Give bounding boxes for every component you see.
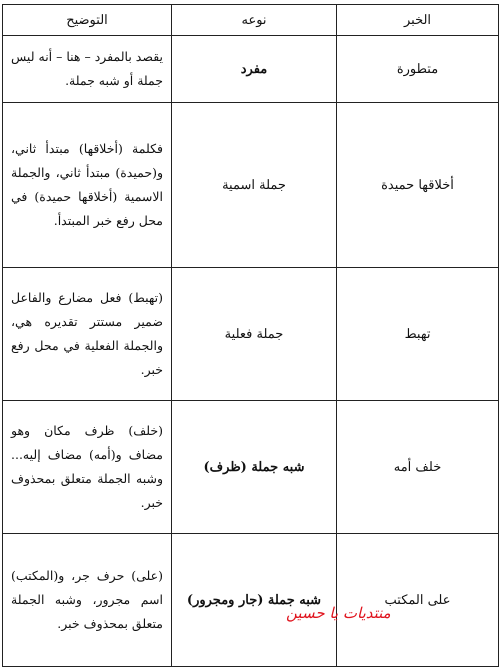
- table-row: [3, 401, 499, 534]
- type-cell: جملة اسمية: [172, 103, 337, 268]
- table-row: [3, 268, 499, 401]
- explanation-cell: (تهبط) فعل مضارع والفاعل ضمير مستتر تقديره هي، والجملة الفعلية في محل رفع خبر.: [3, 268, 172, 401]
- table-row: [3, 36, 499, 103]
- type-cell: شبه جملة (جار ومجرور): [172, 534, 337, 667]
- khabar-cell: أخلاقها حميدة: [337, 103, 499, 268]
- khabar-cell: خلف أمه: [337, 401, 499, 534]
- khabar-cell: تهبط: [337, 268, 499, 401]
- header-explanation: التوضيح: [3, 5, 172, 36]
- khabar-cell: متطورة: [337, 36, 499, 103]
- explanation-cell: يقصد بالمفرد – هنا – أنه ليس جملة أو شبه جملة.: [3, 36, 172, 103]
- khabar-cell: على المكتب: [337, 534, 499, 667]
- type-cell: شبه جملة (ظرف): [172, 401, 337, 534]
- table-row: [3, 534, 499, 667]
- header-type: نوعه: [172, 5, 337, 36]
- explanation-cell: (خلف) ظرف مكان وهو مضاف و(أمه) مضاف إليه... وشبه الجملة متعلق بمحذوف خبر.: [3, 401, 172, 534]
- explanation-cell: فكلمة (أخلاقها) مبتدأ ثاني، و(حميدة) مبتدأ ثاني، والجملة الاسمية (أخلاقها حميدة) في محل رفع خبر المبتدأ.: [3, 103, 172, 268]
- explanation-cell: (على) حرف جر، و(المكتب) اسم مجرور، وشبه الجملة متعلق بمحذوف خبر.: [3, 534, 172, 667]
- type-cell: جملة فعلية: [172, 268, 337, 401]
- type-cell: مفرد: [172, 36, 337, 103]
- forum-watermark: منتديات يا حسين: [286, 604, 391, 622]
- header-row: [3, 5, 499, 36]
- grammar-table: [2, 4, 499, 667]
- table-row: [3, 103, 499, 268]
- header-khabar: الخبر: [337, 5, 499, 36]
